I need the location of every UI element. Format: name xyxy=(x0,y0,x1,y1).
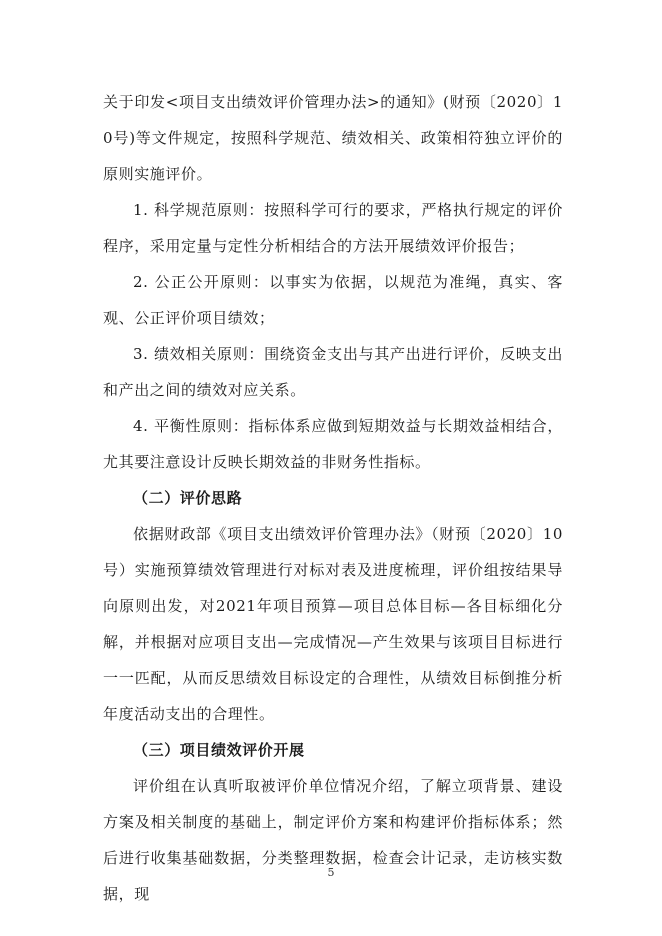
page-number: 5 xyxy=(327,866,335,879)
section-heading-evaluation-process: （三）项目绩效评价开展 xyxy=(133,741,305,759)
principle-3-paragraph: 3. 绩效相关原则：围绕资金支出与其产出进行评价，反映支出和产出之间的绩效对应关系。 xyxy=(103,345,563,399)
process-paragraph: 评价组在认真听取被评价单位情况介绍，了解立项背景、建设方案及相关制度的基础上，制定评价方案和构建评价指标体系；然后进行收集基础数据，分类整理数据，检查会计记录，走访核实数据，现 xyxy=(103,777,563,903)
section-heading-evaluation-approach: （二）评价思路 xyxy=(133,489,243,507)
principle-1-paragraph: 1. 科学规范原则：按照科学可行的要求，严格执行规定的评价程序，采用定量与定性分析相结合的方法开展绩效评价报告； xyxy=(103,201,563,255)
principle-2-paragraph: 2. 公正公开原则：以事实为依据，以规范为准绳，真实、客观、公正评价项目绩效； xyxy=(103,273,563,327)
page-body xyxy=(103,84,563,912)
approach-paragraph: 依据财政部《项目支出绩效评价管理办法》（财预〔2020〕10号）实施预算绩效管理进行对标对表及进度梳理，评价组按结果导向原则出发，对2021年项目预算—项目总体目标—各目标细化分解，并根据对应项目支出—完成情况—产生效果与该项目目标进行一一匹配，从而反思绩效目标设定的合理性，从绩效目标倒推分析年度活动支出的合理性。 xyxy=(103,525,563,723)
intro-continuation-paragraph: 关于印发<项目支出绩效评价管理办法>的通知》(财预〔2020〕10号)等文件规定，按照科学规范、绩效相关、政策相符独立评价的原则实施评价。 xyxy=(103,93,563,183)
principle-4-paragraph: 4. 平衡性原则：指标体系应做到短期效益与长期效益相结合，尤其要注意设计反映长期效益的非财务性指标。 xyxy=(103,417,563,471)
